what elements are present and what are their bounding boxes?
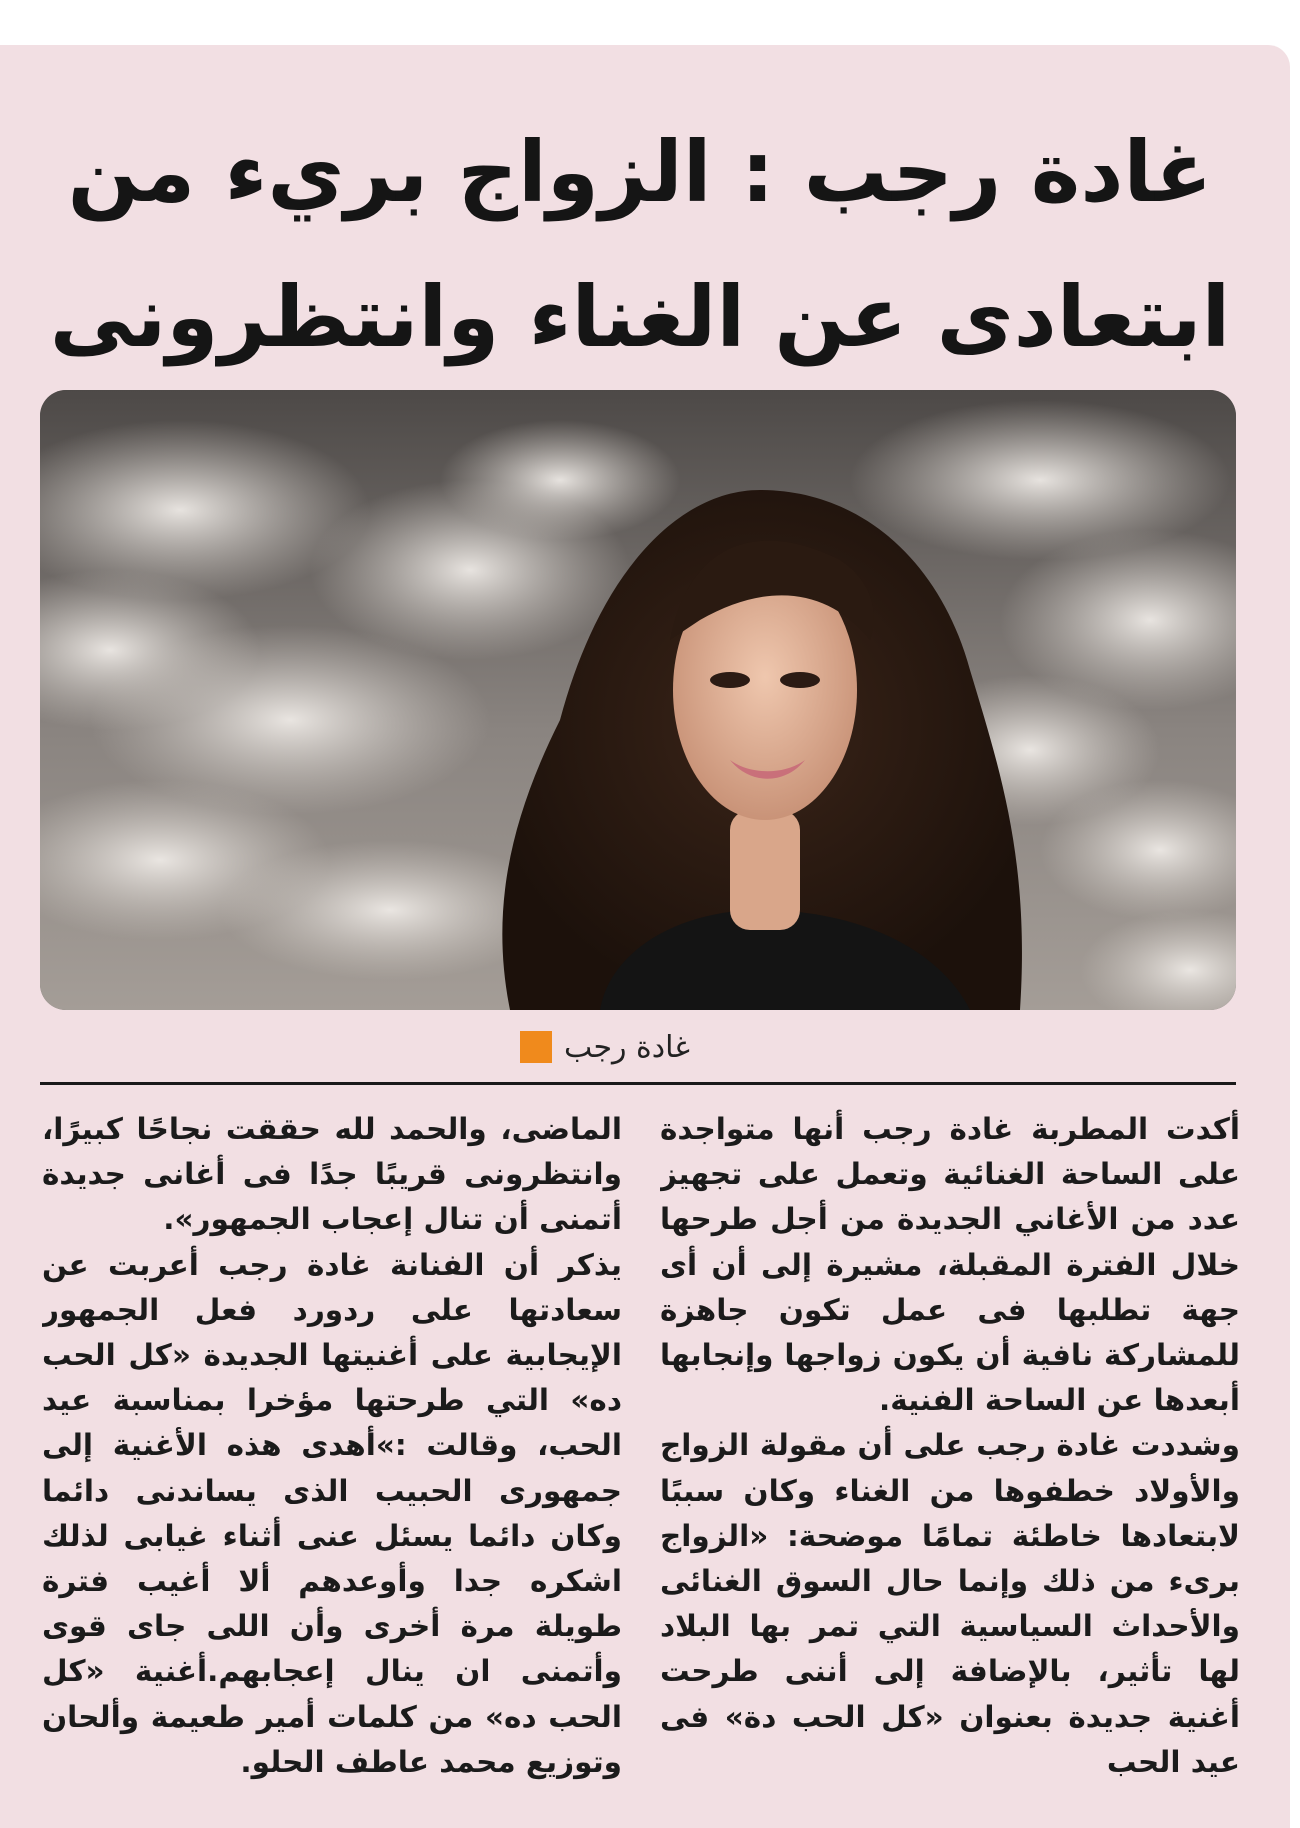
- article-headline: غادة رجب : الزواج بريء من ابتعادى عن الغناء وانتظرونى: [49, 123, 1231, 366]
- paragraph: يذكر أن الفنانة غادة رجب أعربت عن سعادتها على ردورد فعل الجمهور الإيجابية على أغنيتها الجديدة «كل الحب ده» التي طرحتها مؤخرا بمناسبة عيد الحب، وقالت :»أهدى هذه الأغنية إلى جمهورى الحبيب الذى يساندنى دائما وكان دائما يسئل عنى أثناء غيابى لذلك اشكره جدا وأوعدهم ألا أغيب فترة طويلة مرة أخرى وأن اللى جاى قوى وأتمنى ان ينال إعجابهم.أغنية «كل الحب ده» من كلمات أمير طعيمة وألحان وتوزيع محمد عاطف الحلو.: [42, 1247, 622, 1779]
- article-column-right: [660, 1107, 1240, 1822]
- article-photo: [40, 390, 1236, 1010]
- caption-divider: [40, 1082, 1236, 1085]
- paragraph: أكدت المطربة غادة رجب أنها متواجدة على الساحة الغنائية وتعمل على تجهيز عدد من الأغاني الجديدة من أجل طرحها خلال الفترة المقبلة، مشيرة إلى أن أى جهة تطلبها فى عمل تكون جاهزة للمشاركة نافية أن يكون زواجها وإنجابها أبعدها عن الساحة الفنية.: [660, 1112, 1240, 1418]
- article-column-left: [42, 1107, 622, 1822]
- paragraph: الماضى، والحمد لله حققت نجاحًا كبيرًا، وانتظرونى قريبًا جدًا فى أغانى جديدة أتمنى أن تنال إعجاب الجمهور».: [42, 1112, 622, 1237]
- woman-portrait-icon: [40, 390, 1236, 1010]
- photo-caption: [520, 1027, 740, 1067]
- caption-text: غادة رجب: [564, 1029, 690, 1065]
- caption-marker-square: [520, 1031, 552, 1063]
- newspaper-page: [0, 45, 1290, 1828]
- paragraph: وشددت غادة رجب على أن مقولة الزواج والأولاد خطفوها من الغناء وكان سببًا لابتعادها خاطئة تمامًا موضحة: «الزواج برىء من ذلك وإنما حال السوق الغنائى والأحداث السياسية التي تمر بها البلاد لها تأثير، بالإضافة إلى أننى طرحت أغنية جديدة بعنوان «كل الحب دة» فى عيد الحب: [660, 1428, 1240, 1779]
